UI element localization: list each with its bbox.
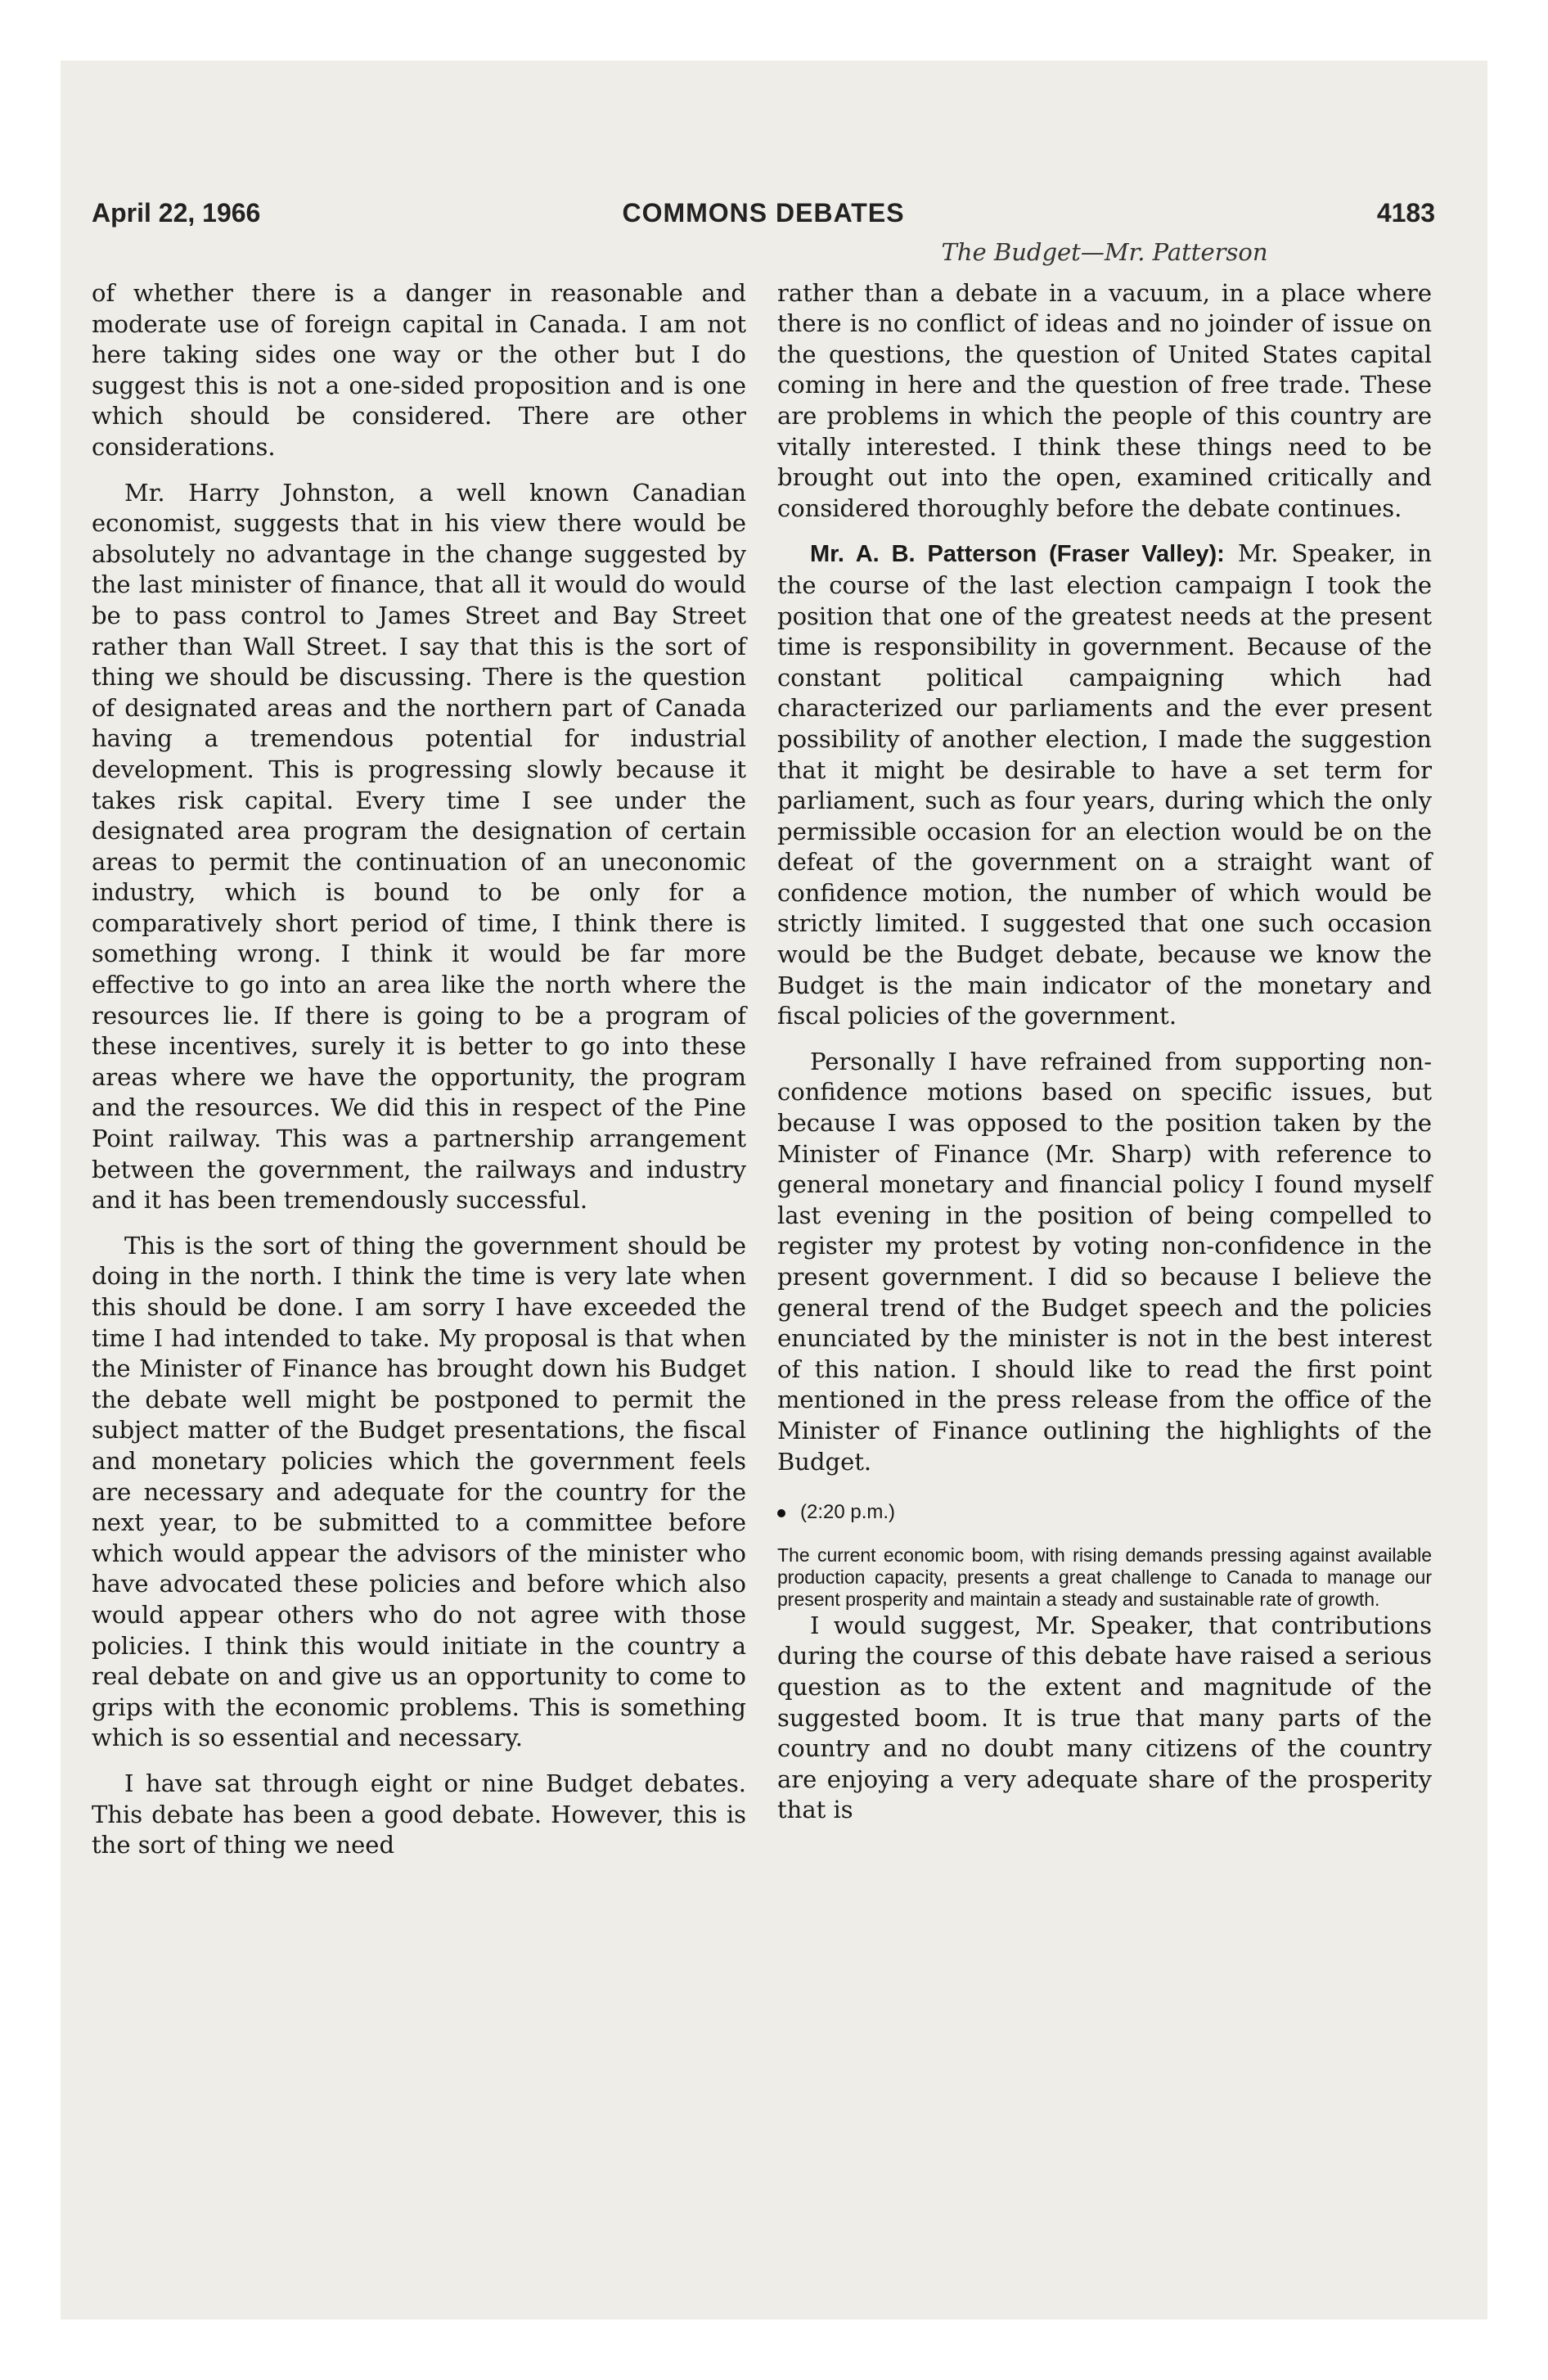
time-text: (2:20 p.m.): [800, 1501, 896, 1524]
running-head: The Budget—Mr. Patterson: [941, 238, 1268, 266]
speech-text: Mr. Speaker, in the course of the last election campaign I took the position that one of the greatest needs at the present time is responsibility in government. Because of the constant political campaigning which had characterized our parliaments and the ever present possibility of another election, I made the suggestion that it might be desirable to have a set term for parliament, such as four years, during which the only permissible occasion for an election would be on the defeat of the government on a straight want of confidence motion, the number of which would be strictly limited. I suggested that one such occasion would be the Budget debate, because we know the Budget is the main indicator of the monetary and fiscal policies of the government.: [777, 539, 1432, 1030]
block-quote: The current economic boom, with rising demands pressing against available production capacity, presents a great challenge to Canada to manage our present prosperity and maintain a steady and sustainable rate of growth.: [777, 1544, 1432, 1610]
header-title: COMMONS DEBATES: [622, 198, 905, 228]
time-stamp: [777, 1497, 1432, 1528]
bullet-icon: [777, 1509, 785, 1517]
paragraph: I have sat through eight or nine Budget debates. This debate has been a good debate. However, this is the sort of thing we need: [92, 1769, 746, 1859]
paragraph: rather than a debate in a vacuum, in a place where there is no conflict of ideas and no joinder of issue on the questions, the question of United States capital coming in here and the question of free trade. These are problems in which the people of this country are vitally interested. I think these things need to be brought out into the open, examined critically and considered thoroughly before the debate continues.: [777, 278, 1432, 522]
paragraph: I would suggest, Mr. Speaker, that contributions during the course of this debate have raised a serious question as to the extent and magnitude of the suggested boom. It is true that many parts of the country and no doubt many citizens of the country are enjoying a very adequate share of the prosperity that is: [777, 1611, 1432, 1824]
paragraph: Mr. Harry Johnston, a well known Canadian economist, suggests that in his view there would be absolutely no advantage in the change suggested by the last minister of finance, that all it would do would be to pass control to James Street and Bay Street rather than Wall Street. I say that this is the sort of thing we should be discussing. There is the question of designated areas and the northern part of Canada having a tremendous potential for industrial development. This is progressing slowly because it takes risk capital. Every time I see under the designated area program the designation of certain areas to permit the continuation of an uneconomic industry, which is bound to be only for a comparatively short period of time, I think there is something wrong. I think it would be far more effective to go into an area like the north where the resources lie. If there is going to be a program of these incentives, surely it is better to go into these areas where we have the opportunity, the program and the resources. We did this in respect of the Pine Point railway. This was a partnership arrangement between the government, the railways and industry and it has been tremendously successful.: [92, 478, 746, 1215]
page-number: 4183: [1376, 198, 1435, 228]
left-column: [92, 278, 746, 1861]
speech-paragraph: [777, 539, 1432, 1032]
page-header: [92, 198, 1435, 234]
paragraph: of whether there is a danger in reasonable and moderate use of foreign capital in Canada. I am not here taking sides one way or the other but I do suggest this is not a one-sided proposition and is one which should be considered. There are other considerations.: [92, 279, 746, 461]
speaker-name: Mr. A. B. Patterson (Fraser Valley):: [810, 541, 1225, 568]
paragraph: This is the sort of thing the government should be doing in the north. I think the time is very late when this should be done. I am sorry I have exceeded the time I had intended to take. My proposal is that when the Minister of Finance has brought down his Budget the debate well might be postponed to permit the subject matter of the Budget presentations, the fiscal and monetary policies which the government feels are necessary and adequate for the country for the next year, to be submitted to a committee before which would appear the advisors of the minister who have advocated these policies and before which also would appear others who do not agree with those policies. I think this would initiate in the country a real debate on and give us an opportunity to come to grips with the economic problems. This is something which is so essential and necessary.: [92, 1231, 746, 1752]
paragraph: Personally I have refrained from supporting non-confidence motions based on specific issues, but because I was opposed to the position taken by the Minister of Finance (Mr. Sharp) with reference to general monetary and financial policy I found myself last evening in the position of being compelled to register my protest by voting non-confidence in the present government. I did so because I believe the general trend of the Budget speech and the policies enunciated by the minister is not in the best interest of this nation. I should like to read the first point mentioned in the press release from the office of the Minister of Finance outlining the highlights of the Budget.: [777, 1047, 1432, 1476]
header-date: April 22, 1966: [92, 198, 261, 228]
right-column: [777, 237, 1432, 1826]
